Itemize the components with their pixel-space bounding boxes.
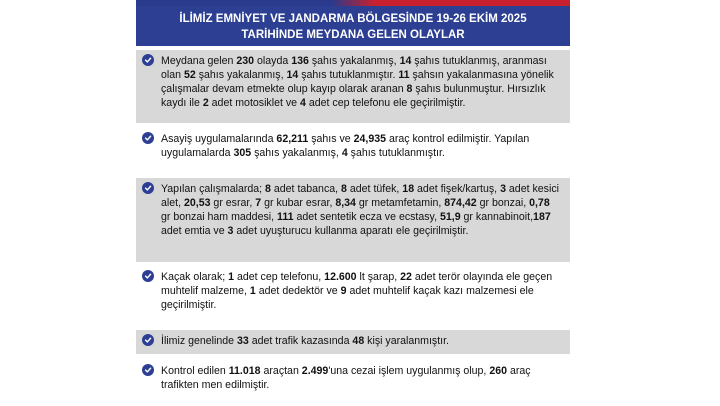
highlight-number: 8 [341,183,347,195]
text-run: adet sentetik ecza ve ecstasy, [293,211,440,223]
highlight-number: 260 [489,365,508,377]
list-item [136,360,570,406]
list-item [136,330,570,354]
highlight-number: 8 [406,83,413,95]
text-run: şahıs tutuklanmış, aranması olan [161,55,547,81]
text-run: şahıs ve [308,133,354,145]
highlight-number: 7 [255,197,262,209]
text-run: adet trafik kazasında [248,335,353,347]
text-run: şahıs tutuklanmıştır. [347,147,445,159]
highlight-number: 0,78 [529,197,550,209]
highlight-number: 3 [227,225,234,237]
text-run: şahıs yakalanmış, [308,55,400,67]
list-item [136,50,570,123]
text-run: İlimiz genelinde [161,335,237,347]
highlight-number: 2 [202,97,209,109]
list-item [136,266,570,326]
highlight-number: 24,935 [353,133,386,145]
title-line-1: İLİMİZ EMNİYET VE JANDARMA BÖLGESİNDE 19-26 EKİM 2025 [179,13,527,25]
check-circle-icon [142,54,154,66]
text-run: araç trafikten men edilmiştir. [161,365,531,391]
item-text [161,183,559,237]
highlight-number: 8,34 [335,197,356,209]
text-run: gr kubar esrar, [261,197,336,209]
item-text [161,133,529,159]
highlight-number: 18 [402,183,415,195]
highlight-number: 52 [183,69,196,81]
text-run: araç kontrol edilmiştir. Yapılan uygulamalarda [161,133,530,159]
text-run: kişi yaralanmıştır. [364,335,449,347]
text-run: şahıs yakalanmış, [195,69,287,81]
text-run: gr bonzai, [476,197,530,209]
text-run: adet tabanca, [270,183,342,195]
check-circle-icon [142,334,154,346]
text-run: adet emtia ve [161,225,228,237]
text-run: şahıs tutuklanmıştır. [298,69,399,81]
item-text [161,271,552,311]
highlight-number: 51,9 [439,211,461,223]
text-run: şahsın yakalanmasına yönelik çalışmalar devam etmekte olup kayıp olarak aranan [161,69,554,95]
highlight-number: 187 [533,211,551,223]
highlight-number: 136 [291,55,309,67]
list-item [136,178,570,262]
list-item [136,128,570,172]
page-title [136,6,570,46]
item-text [161,55,554,109]
text-run: adet cep telefonu, [234,271,325,283]
highlight-number: 48 [352,335,365,347]
title-line-2: TARİHİNDE MEYDANA GELEN OLAYLAR [241,29,465,41]
text-run: adet uyuşturucu kullanma aparatı ele geçirilmiştir. [233,225,469,237]
text-run: şahıs bulunmuştur. Hırsızlık kaydı ile [161,83,546,109]
text-run: lt şarap, [356,271,401,283]
text-run: Yapılan çalışmalarda; [161,183,266,195]
text-run: araçtan [260,365,302,377]
highlight-number: 20,53 [183,197,211,209]
text-run: adet terör olayında ele geçen muhtelif malzeme, [161,271,553,297]
text-run: gr esrar, [210,197,256,209]
text-run: adet cep telefonu ele geçirilmiştir. [305,97,466,109]
highlight-number: 1 [249,285,256,297]
text-run: adet tüfek, [346,183,403,195]
highlight-number: 4 [341,147,348,159]
text-run: olayda [254,55,292,67]
text-run: Kontrol edilen [161,365,229,377]
text-run: gr kannabinoit, [460,211,534,223]
check-circle-icon [142,364,154,376]
text-run: adet fişek/kartuş, [414,183,501,195]
text-run: adet dedektör ve [255,285,341,297]
check-circle-icon [142,270,154,282]
highlight-number: 11.018 [228,365,261,377]
highlight-number: 3 [500,183,506,195]
highlight-number: 12.600 [324,271,357,283]
highlight-number: 14 [399,55,412,67]
highlight-number: 230 [236,55,255,67]
highlight-number: 9 [340,285,347,297]
text-run: adet kesici alet, [161,183,559,209]
text-run: gr metamfetamin, [355,197,445,209]
highlight-number: 14 [286,69,299,81]
text-run: Meydana gelen [161,55,237,67]
text-run: adet muhtelif kaçak kazı malzemesi ele geçirilmiştir. [161,285,534,311]
highlight-number: 111 [277,211,294,223]
highlight-number: 1 [228,271,235,283]
highlight-number: 11 [398,69,410,81]
text-run: şahıs yakalanmış, [251,147,342,159]
text-run: gr bonzai ham maddesi, [161,211,278,223]
check-circle-icon [142,182,154,194]
highlight-number: 62,211 [276,133,309,145]
highlight-number: 33 [236,335,249,347]
text-run: adet motosiklet ve [208,97,300,109]
highlight-number: 4 [300,97,306,109]
highlight-number: 22 [400,271,412,283]
text-run: 'una cezai işlem uygulanmış olup, [328,365,490,377]
infographic [136,0,570,406]
text-run: Kaçak olarak; [161,271,229,283]
highlight-number: 874,42 [444,197,477,209]
text-run: Asayiş uygulamalarında [161,133,277,145]
item-text [161,365,531,391]
highlight-number: 8 [265,183,271,195]
item-text [161,335,449,347]
highlight-number: 305 [233,147,252,159]
highlight-number: 2.499 [301,365,329,377]
check-circle-icon [142,132,154,144]
